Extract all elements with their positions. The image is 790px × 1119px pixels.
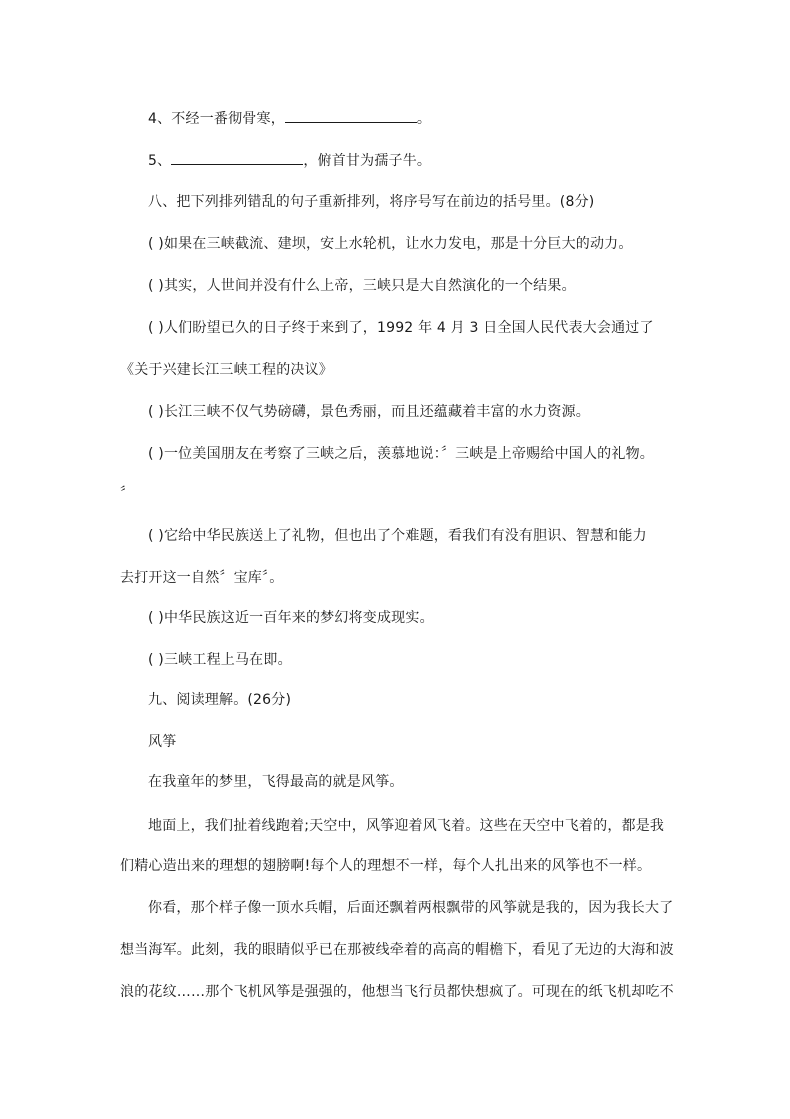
- sentence-text: 长江三峡不仅气势磅礴，景色秀丽，而且还蕴藏着丰富的水力资源。: [163, 404, 590, 420]
- sentence-item: [148, 526, 647, 546]
- passage-title: 风筝: [148, 734, 177, 750]
- sentence-item: [148, 608, 434, 628]
- order-bracket[interactable]: ( ): [148, 320, 164, 336]
- sentence-continuation: 《关于兴建长江三峡工程的决议》: [120, 362, 333, 378]
- order-bracket[interactable]: ( ): [148, 446, 164, 462]
- sentence-text: 中华民族这近一百年来的梦幻将变成现实。: [163, 610, 434, 626]
- question-4: [148, 108, 431, 129]
- order-bracket[interactable]: ( ): [148, 404, 164, 420]
- order-bracket[interactable]: ( ): [148, 236, 164, 252]
- passage-paragraph: 地面上，我们扯着线跑着;天空中，风筝迎着风飞着。这些在天空中飞着的，都是我: [148, 818, 665, 834]
- order-bracket[interactable]: ( ): [148, 610, 164, 626]
- sentence-text: 其实，人世间并没有什么上帝，三峡只是大自然演化的一个结果。: [163, 278, 576, 294]
- sentence-text: 它给中华民族送上了礼物，但也出了个难题，看我们有没有胆识、智慧和能力: [163, 528, 647, 544]
- order-bracket[interactable]: ( ): [148, 528, 164, 544]
- sentence-item: [148, 318, 654, 338]
- sentence-item: [148, 444, 654, 464]
- question-5-number: 5、: [148, 153, 172, 169]
- question-5-text: ，俯首甘为孺子牛。: [303, 153, 432, 169]
- sentence-item: [148, 276, 576, 296]
- sentence-text: 如果在三峡截流、建坝，安上水轮机，让水力发电，那是十分巨大的动力。: [163, 236, 633, 252]
- sentence-item: [148, 402, 590, 422]
- sentence-text: 三峡工程上马在即。: [163, 652, 292, 668]
- question-4-end: 。: [416, 111, 432, 127]
- section-8-heading: 八、把下列排列错乱的句子重新排列，将序号写在前边的括号里。(8分): [148, 194, 595, 210]
- passage-paragraph: 们精心造出来的理想的翅膀啊!每个人的理想不一样，每个人扎出来的风筝也不一样。: [120, 858, 652, 874]
- sentence-text: 一位美国朋友在考察了三峡之后，羡慕地说：〞三峡是上帝赐给中国人的礼物。: [163, 446, 654, 462]
- passage-paragraph: 在我童年的梦里，飞得最高的就是风筝。: [148, 774, 404, 790]
- question-4-text: 4、不经一番彻骨寒，: [148, 111, 285, 127]
- sentence-continuation: 〞: [120, 486, 135, 502]
- answer-blank[interactable]: [171, 150, 303, 165]
- section-9-heading: 九、阅读理解。(26分): [148, 692, 292, 708]
- question-5: [148, 150, 431, 171]
- passage-paragraph: 你看，那个样子像一顶水兵帽，后面还飘着两根飘带的风筝就是我的，因为我长大了: [148, 900, 674, 916]
- order-bracket[interactable]: ( ): [148, 278, 164, 294]
- sentence-item: [148, 234, 633, 254]
- answer-blank[interactable]: [285, 108, 417, 123]
- order-bracket[interactable]: ( ): [148, 652, 164, 668]
- passage-paragraph: 浪的花纹……那个飞机风筝是强强的，他想当飞行员都快想疯了。可现在的纸飞机却吃不: [120, 984, 674, 1000]
- sentence-continuation: 去打开这一自然〞宝库〞。: [120, 570, 284, 586]
- sentence-text: 人们盼望已久的日子终于来到了，1992 年 4 月 3 日全国人民代表大会通过了: [163, 320, 654, 336]
- sentence-item: [148, 650, 292, 670]
- passage-paragraph: 想当海军。此刻，我的眼睛似乎已在那被线牵着的高高的帽檐下，看见了无边的大海和波: [120, 942, 674, 958]
